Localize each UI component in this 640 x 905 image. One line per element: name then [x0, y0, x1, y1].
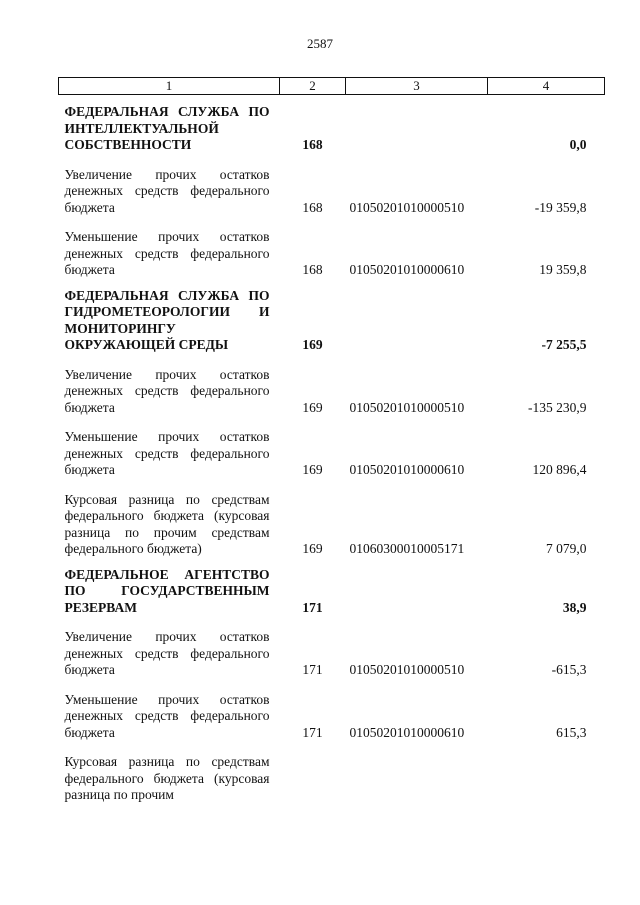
row-code: 168: [302, 199, 323, 215]
row-amount: -19 359,8: [534, 199, 587, 215]
row-kbk: 01050201010000510: [349, 199, 465, 215]
row-kbk: 01050201010000610: [349, 462, 465, 477]
row-code: [280, 741, 346, 804]
row-name: ФЕДЕРАЛЬНАЯ СЛУЖБА ПО ГИДРОМЕТЕОРОЛОГИИ И МОНИТОРИНГУ ОКРУЖАЮЩЕЙ СРЕДЫ: [64, 287, 270, 352]
operation-row: [59, 154, 605, 217]
operation-row: [59, 216, 605, 279]
operation-row: [59, 741, 605, 804]
row-amount: 0,0: [569, 137, 587, 152]
row-amount: -615,3: [551, 662, 587, 677]
row-kbk: 01060300010005171: [349, 541, 465, 556]
operation-row: [59, 416, 605, 479]
row-code: 171: [302, 724, 323, 740]
row-name: Курсовая разница по средствам федерального бюджета (курсовая разница по прочим средствам федерального бюджета): [64, 491, 270, 556]
row-name: Увеличение прочих остатков денежных средств федерального бюджета: [64, 166, 270, 215]
row-amount: -135 230,9: [528, 399, 587, 415]
row-amount: -7 255,5: [541, 337, 587, 352]
row-kbk: 01050201010000610: [349, 262, 465, 277]
row-name: Увеличение прочих остатков денежных средств федерального бюджета: [64, 366, 270, 415]
operation-row: [59, 479, 605, 558]
row-kbk: [346, 741, 488, 804]
organization-row: [59, 558, 605, 617]
row-amount: 38,9: [562, 599, 587, 615]
row-code: 169: [302, 541, 323, 556]
column-header-1: 1: [59, 78, 280, 95]
row-amount: 19 359,8: [539, 262, 587, 277]
row-amount: 615,3: [556, 724, 587, 740]
column-header-4: 4: [488, 78, 605, 95]
row-code: 169: [302, 337, 323, 352]
row-kbk: 01050201010000510: [349, 662, 465, 677]
row-name: Увеличение прочих остатков денежных средств федерального бюджета: [64, 629, 270, 677]
row-kbk: 01050201010000610: [349, 724, 465, 740]
column-header-2: 2: [280, 78, 346, 95]
operation-row: [59, 354, 605, 417]
row-kbk: [346, 95, 488, 154]
table-header: [59, 78, 605, 95]
row-name: Курсовая разница по средствам федерального бюджета (курсовая разница по прочим: [64, 754, 270, 802]
row-amount: [488, 741, 605, 804]
row-code: 168: [302, 262, 323, 277]
row-name: ФЕДЕРАЛЬНОЕ АГЕНТСТВО ПО ГОСУДАРСТВЕННЫМ РЕЗЕРВАМ: [64, 566, 270, 615]
row-amount: 7 079,0: [546, 541, 587, 556]
row-code: 171: [302, 662, 323, 677]
row-name: Уменьшение прочих остатков денежных средств федерального бюджета: [64, 691, 270, 740]
row-kbk: [346, 558, 488, 617]
row-kbk: 01050201010000510: [349, 399, 465, 415]
organization-row: [59, 279, 605, 354]
row-name: Уменьшение прочих остатков денежных средств федерального бюджета: [64, 429, 270, 477]
operation-row: [59, 616, 605, 679]
organization-row: [59, 95, 605, 154]
operation-row: [59, 679, 605, 742]
row-code: 168: [302, 137, 323, 152]
row-code: 169: [302, 399, 323, 415]
table-body: [59, 95, 605, 804]
row-name: ФЕДЕРАЛЬНАЯ СЛУЖБА ПО ИНТЕЛЛЕКТУАЛЬНОЙ СОБСТВЕННОСТИ: [64, 104, 270, 152]
row-code: 171: [302, 599, 323, 615]
row-kbk: [346, 279, 488, 354]
row-amount: 120 896,4: [532, 462, 587, 477]
budget-table: [58, 77, 605, 804]
page-number: 2587: [307, 36, 333, 51]
column-header-3: 3: [346, 78, 488, 95]
row-name: Уменьшение прочих остатков денежных средств федерального бюджета: [64, 229, 270, 277]
row-code: 169: [302, 462, 323, 477]
